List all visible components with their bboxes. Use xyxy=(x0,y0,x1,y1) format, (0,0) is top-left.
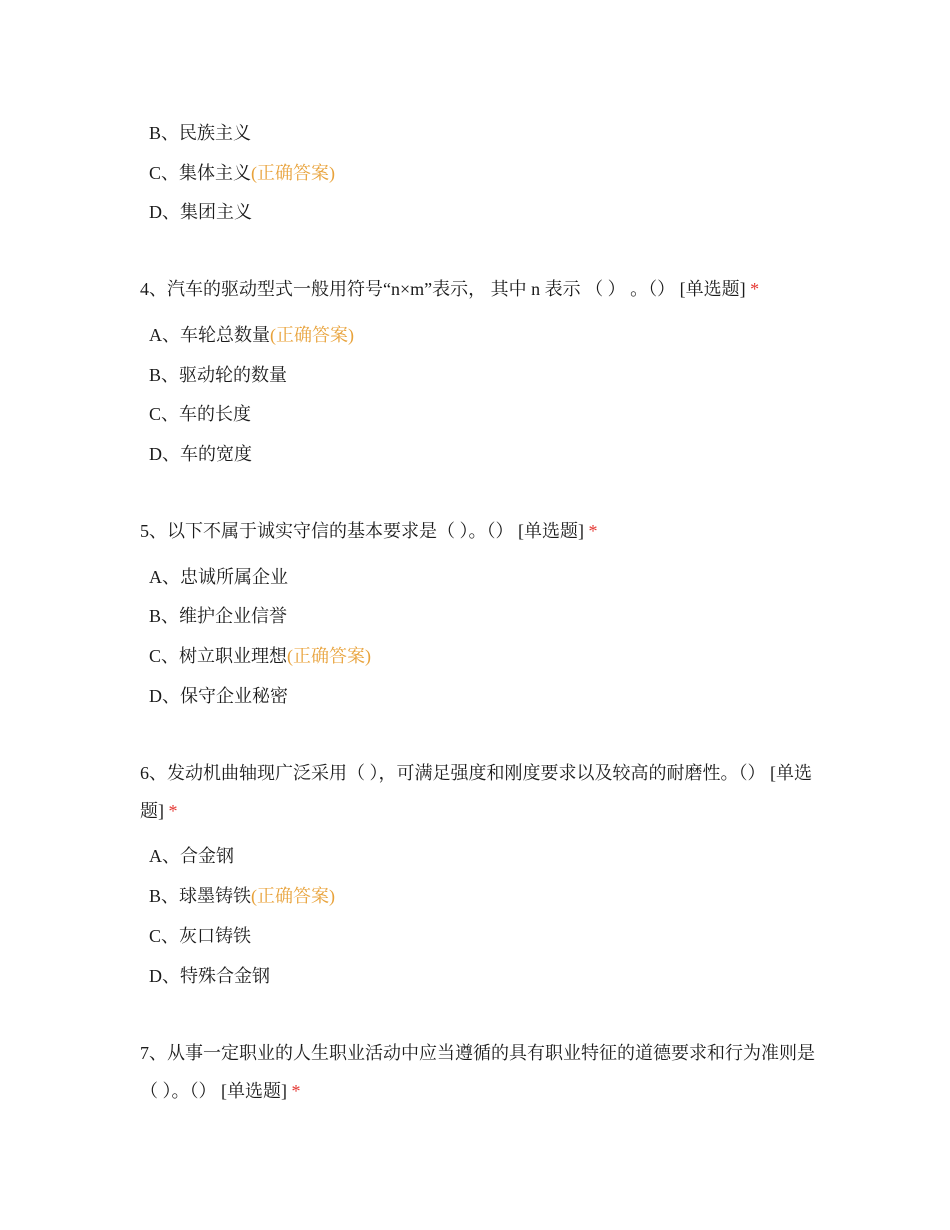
option-q3-c xyxy=(149,161,335,185)
option-q6-a xyxy=(149,844,234,868)
option-label: B、民族主义 xyxy=(149,123,252,143)
option-label: A、车轮总数量 xyxy=(149,325,270,345)
question-text: 4、汽车的驱动型式一般用符号“n×m”表示， 其中 n 表示 （ ） 。（） [单选题] xyxy=(140,279,746,299)
option-q4-a xyxy=(149,323,354,347)
correct-answer-tag: (正确答案) xyxy=(251,163,336,183)
option-label: D、集团主义 xyxy=(149,202,252,222)
option-label: C、树立职业理想 xyxy=(149,646,288,666)
question-5 xyxy=(140,512,820,550)
question-7 xyxy=(140,1034,820,1110)
option-q4-c xyxy=(149,402,251,426)
required-marker: * xyxy=(750,279,760,299)
option-label: C、灰口铸铁 xyxy=(149,926,252,946)
option-q6-b xyxy=(149,884,335,908)
question-6 xyxy=(140,754,820,830)
required-marker: * xyxy=(168,801,178,821)
option-label: C、集体主义 xyxy=(149,163,252,183)
option-label: D、保守企业秘密 xyxy=(149,686,288,706)
option-q5-a xyxy=(149,565,288,589)
option-label: A、忠诚所属企业 xyxy=(149,567,288,587)
option-q5-c xyxy=(149,644,371,668)
option-label: B、球墨铸铁 xyxy=(149,886,252,906)
option-label: B、维护企业信誉 xyxy=(149,606,288,626)
option-q6-d xyxy=(149,964,270,988)
option-q5-b xyxy=(149,604,287,628)
question-4 xyxy=(140,270,820,308)
option-label: C、车的长度 xyxy=(149,404,252,424)
option-label: D、特殊合金钢 xyxy=(149,966,270,986)
option-q4-d xyxy=(149,442,252,466)
correct-answer-tag: (正确答案) xyxy=(287,646,372,666)
question-text: 7、从事一定职业的人生职业活动中应当遵循的具有职业特征的道德要求和行为准则是（ ）。（） [单选题] xyxy=(140,1043,815,1101)
option-label: B、驱动轮的数量 xyxy=(149,365,288,385)
correct-answer-tag: (正确答案) xyxy=(251,886,336,906)
option-q5-d xyxy=(149,684,288,708)
correct-answer-tag: (正确答案) xyxy=(270,325,354,345)
option-q3-b xyxy=(149,121,251,145)
option-label: A、合金钢 xyxy=(149,846,234,866)
required-marker: * xyxy=(588,521,598,541)
required-marker: * xyxy=(291,1081,301,1101)
option-q4-b xyxy=(149,363,287,387)
option-label: D、车的宽度 xyxy=(149,444,252,464)
option-q3-d xyxy=(149,200,252,224)
question-text: 5、以下不属于诚实守信的基本要求是（ ）。（） [单选题] xyxy=(140,521,584,541)
option-q6-c xyxy=(149,924,251,948)
question-text: 6、发动机曲轴现广泛采用（ ），可满足强度和刚度要求以及较高的耐磨性。（） [单选题] xyxy=(140,763,812,821)
